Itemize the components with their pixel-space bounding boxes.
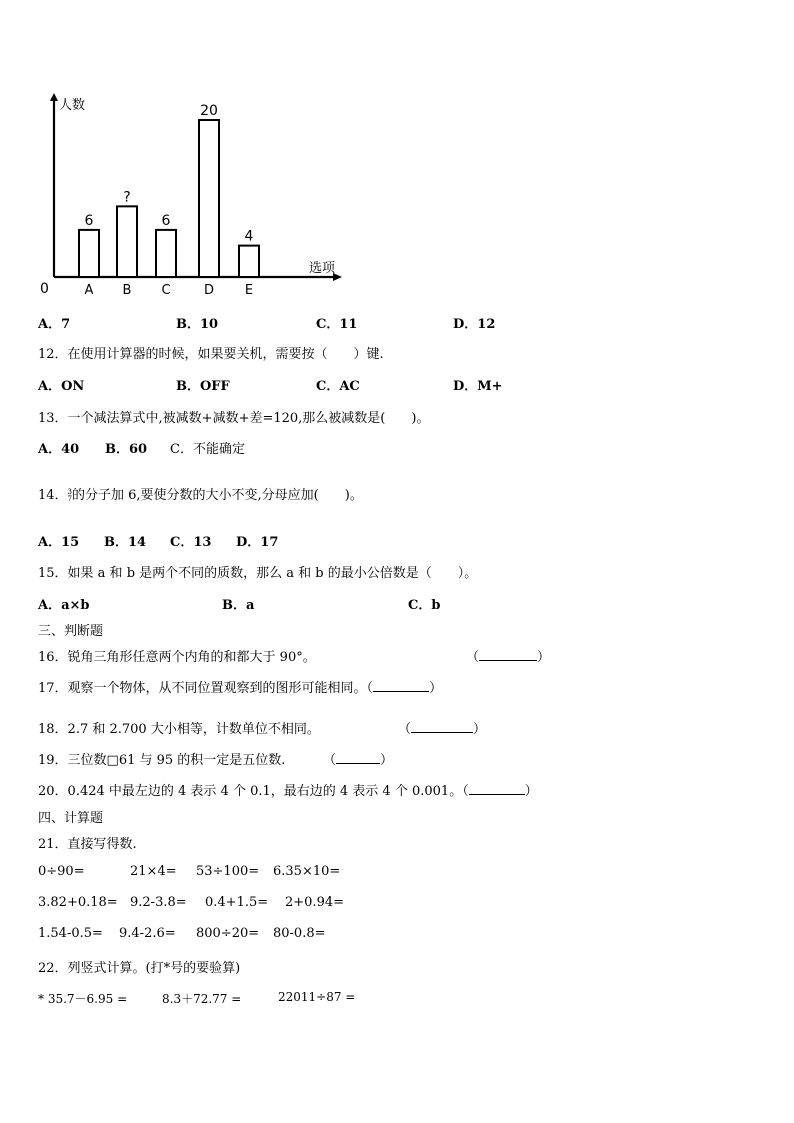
q17-close-paren: ） (429, 681, 443, 696)
q21-item: 53÷100= (196, 864, 260, 879)
q14-number: 14． (38, 488, 68, 503)
q19-answer-blank[interactable] (323, 749, 393, 768)
q16-open-paren: （ (466, 650, 480, 665)
q17-answer-blank[interactable] (367, 681, 443, 696)
q17-open-paren: （ (366, 681, 374, 696)
q22-item: 8.3＋72.77 = (162, 992, 242, 1006)
bar-e (239, 246, 259, 277)
q13-option-b[interactable]: B．60 (105, 442, 148, 457)
q22-item: * 35.7－6.95 = (38, 992, 128, 1006)
q20-blank-line[interactable] (469, 782, 525, 795)
q14-stem (38, 484, 363, 503)
q11-option-c[interactable]: C．11 (316, 317, 358, 332)
q15-option-c[interactable]: C．b (408, 598, 441, 613)
bar-c (156, 230, 176, 277)
q21-item: 2+0.94= (285, 895, 345, 910)
q13-option-c[interactable]: C．不能确定 (170, 442, 245, 457)
q12-option-b[interactable]: B．OFF (176, 379, 230, 394)
q11-option-a[interactable]: A．7 (38, 317, 71, 332)
q21-item: 9.4-2.6= (119, 926, 176, 941)
q15-option-a[interactable]: A．a×b (38, 598, 90, 613)
q20-open-paren: （ (462, 784, 469, 799)
section-heading-calculation: 四、计算题 (38, 811, 104, 826)
q16-stem: 16．锐角三角形任意两个内角的和都大于 90°。 (38, 650, 316, 665)
y-axis-arrow (50, 93, 58, 101)
q13-stem: 13．一个减法算式中,被减数+减数+差=120,那么被减数是( )。 (38, 411, 430, 426)
q21-item: 800÷20= (196, 926, 260, 941)
q22-item: 22011÷87 = (278, 990, 356, 1004)
bar-b (117, 206, 137, 277)
data-label-e: 4 (244, 228, 254, 245)
bar-a (79, 230, 99, 277)
q13-option-a[interactable]: A．40 (38, 442, 80, 457)
q21-item: 9.2-3.8= (130, 895, 187, 910)
q11-option-d[interactable]: D．12 (453, 317, 496, 332)
q17-stem-text: 17．观察一个物体，从不同位置观察到的图形可能相同。 (38, 681, 367, 696)
q16-answer-blank[interactable] (466, 646, 550, 665)
tick-label-e: E (244, 283, 254, 298)
q21-item: 1.54-0.5= (38, 926, 103, 941)
data-label-c: 6 (161, 212, 171, 229)
y-axis-label: 人数 (59, 98, 86, 113)
q21-item: 0÷90= (38, 864, 85, 879)
x-axis-label: 选项 (309, 261, 336, 276)
q22-stem: 22．列竖式计算。(打*号的要验算) (38, 961, 241, 976)
q19-open-paren: （ (323, 753, 337, 768)
q14-option-c[interactable]: C．13 (170, 535, 212, 550)
q21-item: 0.4+1.5= (205, 895, 269, 910)
q19-close-paren: ） (380, 753, 394, 768)
bar-chart (30, 85, 360, 300)
q18-close-paren: ） (473, 722, 487, 737)
tick-label-c: C (161, 283, 171, 298)
q15-stem: 15．如果 a 和 b 是两个不同的质数，那么 a 和 b 的最小公倍数是（ ）。 (38, 566, 478, 581)
q21-item: 80-0.8= (273, 926, 326, 941)
q12-option-a[interactable]: A．ON (38, 379, 85, 394)
q18-answer-blank[interactable] (398, 718, 486, 737)
q14-fraction-denominator: 7 (67, 494, 73, 503)
q20-stem-text: 20．0.424 中最左边的 4 表示 4 个 0.1，最右边的 4 表示 4 个 0.001。 (38, 784, 463, 799)
chart-bars (79, 103, 259, 298)
q12-option-c[interactable]: C．AC (316, 379, 360, 394)
bar-d (199, 120, 219, 277)
q21-item: 3.82+0.18= (38, 895, 118, 910)
q12-stem: 12．在使用计算器的时候，如果要关机，需要按（ ）键. (38, 347, 384, 362)
origin-label: 0 (40, 281, 49, 297)
q20-answer-blank[interactable] (462, 784, 538, 799)
tick-label-d: D (203, 283, 215, 298)
data-label-b: ? (123, 189, 131, 206)
q14-option-b[interactable]: B．14 (104, 535, 147, 550)
q16-blank-line[interactable] (479, 648, 537, 661)
q21-stem: 21．直接写得数. (38, 837, 137, 852)
q17-stem (38, 677, 442, 696)
q18-stem: 18．2.7 和 2.700 大小相等，计数单位不相同。 (38, 722, 320, 737)
q11-option-b[interactable]: B．10 (176, 317, 219, 332)
q19-blank-line[interactable] (336, 751, 380, 764)
section-heading-judgement: 三、判断题 (38, 624, 104, 639)
q14-option-d[interactable]: D．17 (236, 535, 279, 550)
q18-blank-line[interactable] (411, 720, 473, 733)
tick-label-a: A (84, 283, 94, 298)
q14-option-a[interactable]: A．15 (38, 535, 80, 550)
q14-fraction-numerator: 3 (67, 487, 73, 496)
q14-stem-text: 的分子加 6,要使分数的大小不变,分母应加( )。 (72, 488, 363, 503)
data-label-a: 6 (84, 212, 94, 229)
tick-label-b: B (122, 283, 132, 298)
data-label-d: 20 (200, 103, 218, 119)
q21-item: 21×4= (130, 864, 177, 879)
q15-option-b[interactable]: B．a (222, 598, 255, 613)
q16-close-paren: ） (537, 650, 551, 665)
q20-stem (38, 780, 538, 799)
q19-stem: 19．三位数□61 与 95 的积一定是五位数. (38, 753, 286, 768)
q20-close-paren: ） (524, 784, 538, 799)
q18-open-paren: （ (398, 722, 412, 737)
q17-blank-line[interactable] (373, 679, 429, 692)
q21-item: 6.35×10= (273, 864, 341, 879)
q12-option-d[interactable]: D．M+ (453, 379, 503, 394)
